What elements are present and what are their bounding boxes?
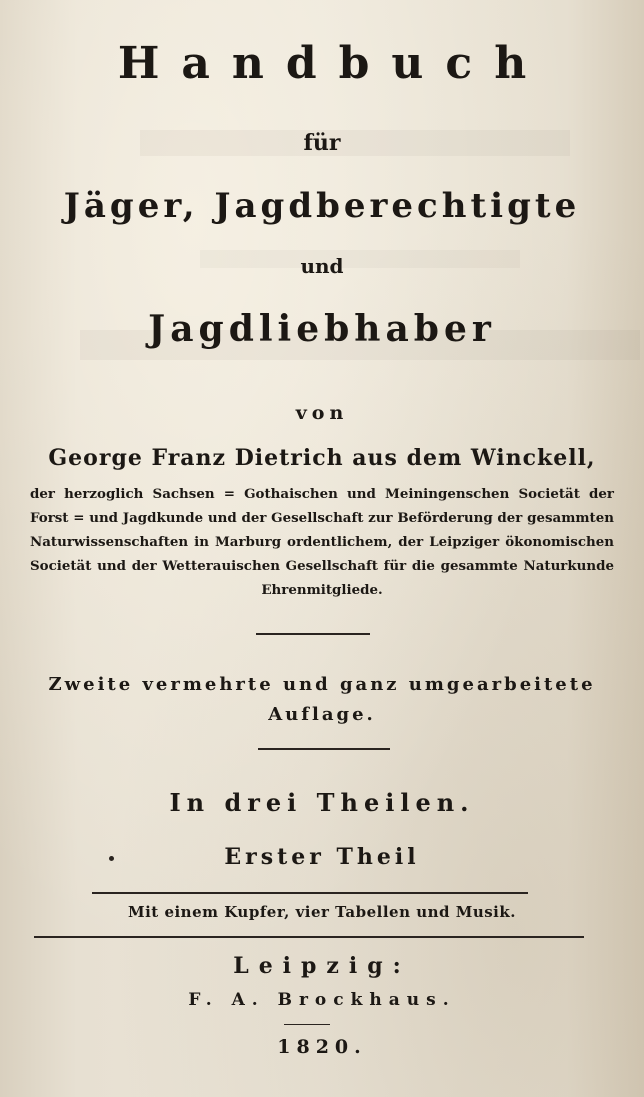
author-description: der herzoglich Sachsen = Gothaischen und Meiningenschen Societät der Forst = und Jagdkunde und der Gesellschaft zur Beförderung der gesammten Naturwissenschaften in Marburg ordentlichem, der Leipziger ökonomischen Societät und der Wetterauischen Gesellschaft für die gesammte Naturkunde Ehrenmitgliede. (30, 486, 614, 598)
divider-rule-3 (92, 892, 528, 894)
volume-label: Erster Theil (224, 844, 420, 870)
divider-rule-4 (34, 936, 584, 938)
author-name: George Franz Dietrich aus dem Winckell, (48, 445, 596, 471)
by-line: von (295, 402, 349, 424)
imprint-year: 1820. (277, 1036, 367, 1058)
divider-rule-1 (256, 633, 370, 635)
subtitle-line-1: Jäger, Jagdberechtigte (63, 186, 581, 226)
imprint-publisher: F. A. Brockhaus. (188, 990, 456, 1010)
edition-line-1: Zweite vermehrte und ganz umgearbeitete (48, 674, 596, 695)
plates-note: Mit einem Kupfer, vier Tabellen und Musik. (127, 903, 516, 921)
parts-statement: In drei Theilen. (169, 788, 475, 817)
imprint-city: Leipzig: (233, 953, 411, 979)
divider-rule-2 (258, 748, 390, 750)
subtitle-line-2: Jagdliebhaber (148, 308, 496, 350)
divider-rule-5 (284, 1024, 330, 1025)
and-line: und (300, 254, 344, 278)
book-title: Handbuch (117, 38, 549, 89)
edition-statement (0, 670, 644, 730)
edition-line-2: Auflage. (268, 704, 376, 725)
for-line: für (303, 130, 341, 156)
